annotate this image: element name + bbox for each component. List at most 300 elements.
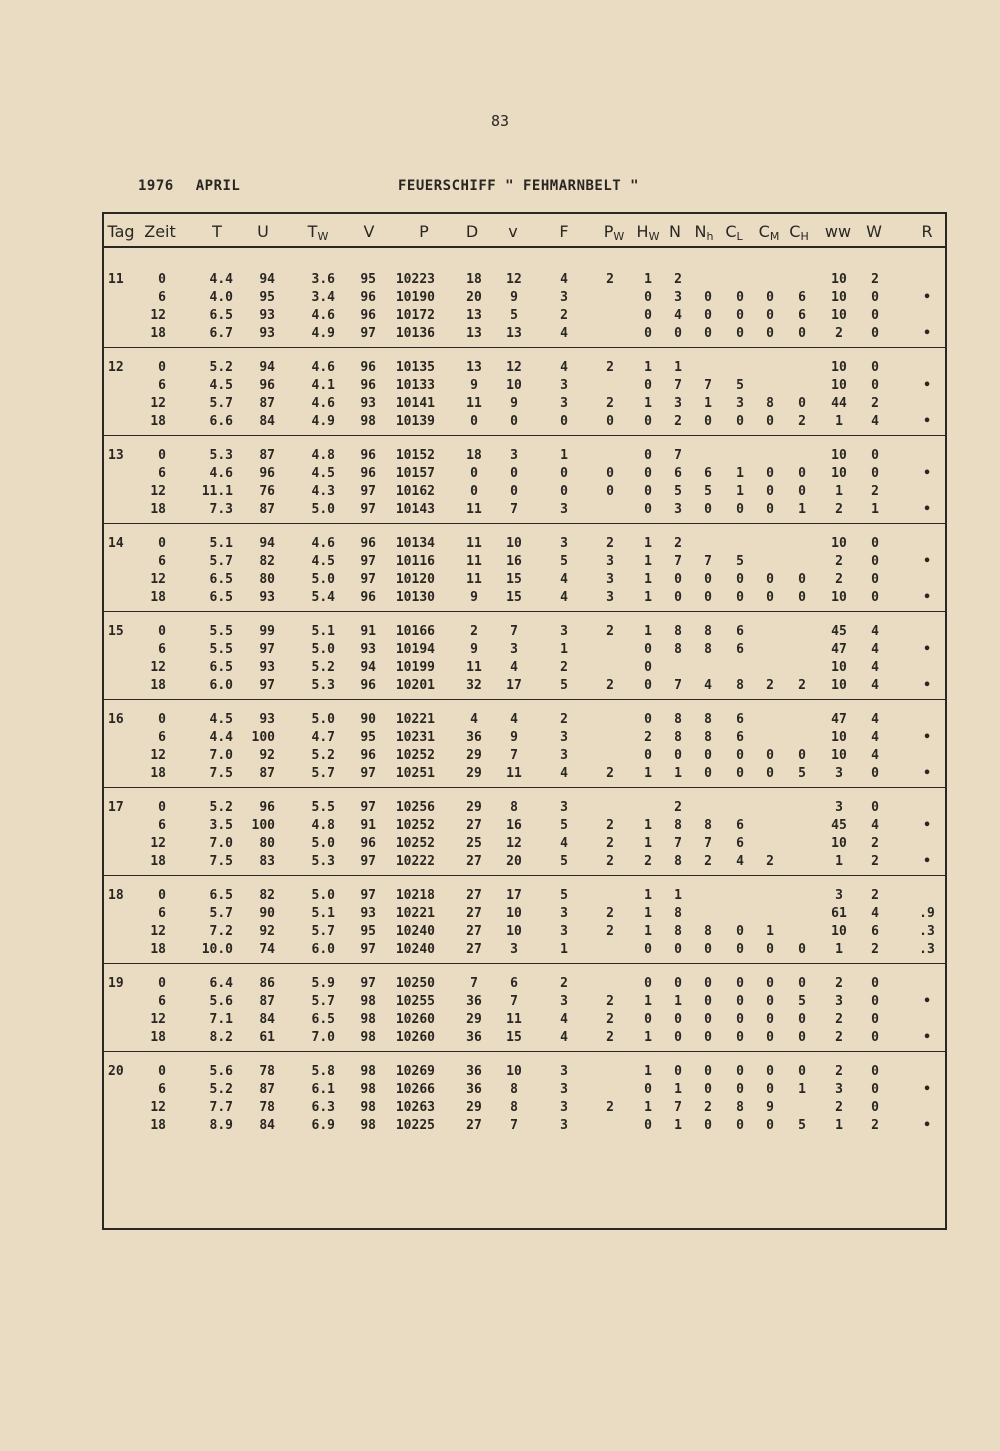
- cell-ch: 5: [798, 994, 806, 1009]
- cell-v: 98: [360, 1100, 376, 1115]
- cell-cl: 0: [736, 414, 744, 429]
- cell-f: 3: [560, 1100, 568, 1115]
- cell-v: 96: [360, 448, 376, 463]
- cell-w: 2: [871, 272, 879, 287]
- cell-f: 0: [560, 484, 568, 499]
- cell-w: 4: [871, 678, 879, 693]
- cell-nh: 8: [704, 924, 712, 939]
- cell-d: 27: [466, 888, 482, 903]
- cell-ww: 2: [835, 1030, 843, 1045]
- cell-u: 61: [259, 1030, 275, 1045]
- cell-t: 6.5: [209, 572, 233, 587]
- cell-zeit: 6: [158, 554, 166, 569]
- cell-w: 0: [871, 800, 879, 815]
- cell-n: 3: [674, 396, 682, 411]
- cell-nh: 0: [704, 590, 712, 605]
- cell-p: 10199: [395, 660, 435, 675]
- cell-hw: 0: [644, 484, 652, 499]
- cell-hw: 0: [644, 448, 652, 463]
- cell-d: 13: [466, 308, 482, 323]
- cell-f: 2: [560, 660, 568, 675]
- cell-hw: 1: [644, 924, 652, 939]
- cell-r: •: [923, 678, 931, 693]
- cell-n: 0: [674, 572, 682, 587]
- cell-hw: 1: [644, 836, 652, 851]
- cell-p: 10143: [395, 502, 435, 517]
- cell-d: 9: [470, 642, 478, 657]
- cell-u: 97: [259, 678, 275, 693]
- cell-f: 3: [560, 396, 568, 411]
- cell-tw: 4.1: [311, 378, 335, 393]
- cell-pw: 3: [606, 590, 614, 605]
- cell-p: 10252: [395, 748, 435, 763]
- cell-cm: 2: [766, 678, 774, 693]
- cell-ww: 1: [835, 1118, 843, 1133]
- cell-nh: 2: [704, 854, 712, 869]
- cell-w: 4: [871, 748, 879, 763]
- cell-nh: 0: [704, 414, 712, 429]
- cell-r: .9: [919, 906, 935, 921]
- cell-n: 5: [674, 484, 682, 499]
- cell-zeit: 0: [158, 1064, 166, 1079]
- cell-tw: 5.1: [311, 906, 335, 921]
- cell-u: 94: [259, 360, 275, 375]
- cell-n: 1: [674, 888, 682, 903]
- cell-wind-speed: 17: [506, 678, 522, 693]
- cell-wind-speed: 0: [510, 484, 518, 499]
- cell-wind-speed: 5: [510, 308, 518, 323]
- day-label: 12: [108, 360, 124, 375]
- cell-w: 1: [871, 502, 879, 517]
- cell-v: 94: [360, 660, 376, 675]
- day-separator: [104, 435, 945, 436]
- cell-ww: 2: [835, 554, 843, 569]
- cell-pw: 0: [606, 466, 614, 481]
- cell-zeit: 0: [158, 712, 166, 727]
- cell-u: 76: [259, 484, 275, 499]
- cell-zeit: 18: [150, 502, 166, 517]
- cell-w: 0: [871, 360, 879, 375]
- cell-tw: 4.6: [311, 308, 335, 323]
- cell-hw: 2: [644, 730, 652, 745]
- cell-w: 4: [871, 712, 879, 727]
- cell-t: 5.7: [209, 396, 233, 411]
- cell-tw: 5.2: [311, 748, 335, 763]
- cell-pw: 3: [606, 554, 614, 569]
- cell-hw: 1: [644, 572, 652, 587]
- cell-d: 27: [466, 906, 482, 921]
- cell-f: 3: [560, 378, 568, 393]
- cell-d: 29: [466, 1100, 482, 1115]
- cell-u: 84: [259, 1012, 275, 1027]
- cell-wind-speed: 10: [506, 378, 522, 393]
- cell-t: 5.2: [209, 800, 233, 815]
- cell-f: 3: [560, 624, 568, 639]
- cell-nh: 8: [704, 642, 712, 657]
- cell-p: 10223: [395, 272, 435, 287]
- cell-d: 29: [466, 1012, 482, 1027]
- cell-ww: 10: [831, 836, 847, 851]
- day-separator: [104, 787, 945, 788]
- cell-w: 4: [871, 414, 879, 429]
- cell-nh: 0: [704, 942, 712, 957]
- cell-hw: 1: [644, 766, 652, 781]
- cell-zeit: 0: [158, 624, 166, 639]
- cell-ww: 10: [831, 924, 847, 939]
- cell-zeit: 18: [150, 1118, 166, 1133]
- cell-v: 97: [360, 976, 376, 991]
- cell-v: 96: [360, 308, 376, 323]
- col-header-v: V: [363, 222, 375, 241]
- cell-tw: 4.8: [311, 448, 335, 463]
- cell-tw: 5.3: [311, 678, 335, 693]
- cell-u: 87: [259, 396, 275, 411]
- cell-v: 96: [360, 536, 376, 551]
- cell-n: 7: [674, 378, 682, 393]
- cell-zeit: 6: [158, 378, 166, 393]
- cell-cl: 6: [736, 818, 744, 833]
- cell-v: 93: [360, 396, 376, 411]
- cell-p: 10130: [395, 590, 435, 605]
- cell-ch: 0: [798, 976, 806, 991]
- cell-p: 10141: [395, 396, 435, 411]
- cell-hw: 0: [644, 976, 652, 991]
- cell-v: 96: [360, 836, 376, 851]
- cell-cm: 0: [766, 766, 774, 781]
- cell-wind-speed: 11: [506, 766, 522, 781]
- cell-t: 5.6: [209, 1064, 233, 1079]
- cell-nh: 8: [704, 624, 712, 639]
- col-header-n: N: [669, 222, 681, 241]
- cell-cm: 0: [766, 414, 774, 429]
- cell-t: 4.5: [209, 712, 233, 727]
- cell-zeit: 12: [150, 308, 166, 323]
- cell-p: 10134: [395, 536, 435, 551]
- cell-tw: 4.6: [311, 360, 335, 375]
- cell-cl: 0: [736, 1030, 744, 1045]
- cell-nh: 8: [704, 818, 712, 833]
- cell-t: 8.2: [209, 1030, 233, 1045]
- cell-wind-speed: 15: [506, 590, 522, 605]
- cell-zeit: 12: [150, 836, 166, 851]
- cell-f: 1: [560, 942, 568, 957]
- cell-ww: 10: [831, 748, 847, 763]
- cell-ch: 6: [798, 308, 806, 323]
- cell-n: 0: [674, 748, 682, 763]
- cell-w: 6: [871, 924, 879, 939]
- cell-ww: 2: [835, 1012, 843, 1027]
- cell-d: 13: [466, 326, 482, 341]
- cell-zeit: 0: [158, 272, 166, 287]
- cell-f: 4: [560, 766, 568, 781]
- cell-n: 4: [674, 308, 682, 323]
- cell-d: 36: [466, 1064, 482, 1079]
- cell-wind-speed: 7: [510, 624, 518, 639]
- cell-v: 96: [360, 678, 376, 693]
- cell-ww: 2: [835, 502, 843, 517]
- cell-ww: 1: [835, 414, 843, 429]
- cell-u: 90: [259, 906, 275, 921]
- header-year: 1976: [138, 178, 174, 194]
- col-header-p: P: [419, 222, 429, 241]
- cell-v: 96: [360, 360, 376, 375]
- cell-d: 0: [470, 484, 478, 499]
- cell-w: 2: [871, 888, 879, 903]
- cell-ww: 1: [835, 484, 843, 499]
- cell-v: 97: [360, 888, 376, 903]
- cell-w: 0: [871, 448, 879, 463]
- cell-p: 10120: [395, 572, 435, 587]
- cell-wind-speed: 16: [506, 818, 522, 833]
- cell-t: 5.6: [209, 994, 233, 1009]
- cell-zeit: 12: [150, 1100, 166, 1115]
- page-number: 83: [490, 112, 510, 130]
- cell-ww: 45: [831, 624, 847, 639]
- day-separator: [104, 699, 945, 700]
- cell-p: 10256: [395, 800, 435, 815]
- cell-tw: 5.0: [311, 502, 335, 517]
- cell-r: •: [923, 554, 931, 569]
- cell-u: 87: [259, 502, 275, 517]
- cell-pw: 2: [606, 624, 614, 639]
- cell-t: 4.6: [209, 466, 233, 481]
- cell-ch: 0: [798, 942, 806, 957]
- cell-tw: 4.7: [311, 730, 335, 745]
- cell-pw: 2: [606, 924, 614, 939]
- cell-d: 27: [466, 1118, 482, 1133]
- cell-n: 0: [674, 976, 682, 991]
- cell-ch: 1: [798, 502, 806, 517]
- cell-v: 97: [360, 502, 376, 517]
- cell-n: 7: [674, 448, 682, 463]
- cell-zeit: 0: [158, 976, 166, 991]
- cell-u: 96: [259, 378, 275, 393]
- cell-nh: 0: [704, 1064, 712, 1079]
- cell-p: 10194: [395, 642, 435, 657]
- cell-cl: 0: [736, 942, 744, 957]
- cell-wind-speed: 17: [506, 888, 522, 903]
- cell-ch: 0: [798, 1012, 806, 1027]
- cell-tw: 5.0: [311, 888, 335, 903]
- cell-w: 4: [871, 660, 879, 675]
- cell-r: •: [923, 466, 931, 481]
- cell-hw: 0: [644, 378, 652, 393]
- cell-r: •: [923, 994, 931, 1009]
- cell-wind-speed: 0: [510, 466, 518, 481]
- cell-cl: 1: [736, 466, 744, 481]
- day-separator: [104, 611, 945, 612]
- cell-p: 10152: [395, 448, 435, 463]
- cell-zeit: 12: [150, 1012, 166, 1027]
- cell-pw: 2: [606, 536, 614, 551]
- cell-d: 13: [466, 360, 482, 375]
- cell-d: 36: [466, 1030, 482, 1045]
- cell-w: 2: [871, 836, 879, 851]
- cell-n: 8: [674, 906, 682, 921]
- cell-r: •: [923, 378, 931, 393]
- cell-tw: 5.5: [311, 800, 335, 815]
- cell-d: 32: [466, 678, 482, 693]
- cell-d: 36: [466, 1082, 482, 1097]
- cell-f: 1: [560, 448, 568, 463]
- cell-f: 4: [560, 572, 568, 587]
- cell-zeit: 6: [158, 290, 166, 305]
- cell-tw: 3.6: [311, 272, 335, 287]
- cell-u: 93: [259, 660, 275, 675]
- cell-u: 87: [259, 1082, 275, 1097]
- cell-cl: 5: [736, 554, 744, 569]
- cell-pw: 2: [606, 1012, 614, 1027]
- cell-pw: 2: [606, 854, 614, 869]
- cell-ww: 10: [831, 590, 847, 605]
- cell-zeit: 18: [150, 414, 166, 429]
- cell-cm: 0: [766, 572, 774, 587]
- cell-pw: 2: [606, 272, 614, 287]
- cell-t: 5.5: [209, 642, 233, 657]
- cell-ch: 1: [798, 1082, 806, 1097]
- cell-u: 99: [259, 624, 275, 639]
- cell-v: 96: [360, 378, 376, 393]
- cell-p: 10166: [395, 624, 435, 639]
- cell-ww: 10: [831, 536, 847, 551]
- cell-r: •: [923, 290, 931, 305]
- cell-cl: 0: [736, 748, 744, 763]
- cell-ch: 0: [798, 1064, 806, 1079]
- cell-f: 3: [560, 730, 568, 745]
- cell-zeit: 6: [158, 818, 166, 833]
- cell-n: 0: [674, 326, 682, 341]
- cell-n: 3: [674, 502, 682, 517]
- cell-f: 2: [560, 976, 568, 991]
- cell-t: 4.4: [209, 272, 233, 287]
- cell-tw: 6.1: [311, 1082, 335, 1097]
- cell-t: 7.0: [209, 836, 233, 851]
- cell-d: 11: [466, 554, 482, 569]
- cell-u: 74: [259, 942, 275, 957]
- day-separator: [104, 875, 945, 876]
- cell-d: 11: [466, 660, 482, 675]
- cell-d: 25: [466, 836, 482, 851]
- cell-p: 10252: [395, 836, 435, 851]
- cell-ww: 10: [831, 378, 847, 393]
- cell-zeit: 0: [158, 536, 166, 551]
- cell-w: 2: [871, 854, 879, 869]
- cell-nh: 1: [704, 396, 712, 411]
- cell-p: 10218: [395, 888, 435, 903]
- cell-nh: 4: [704, 678, 712, 693]
- cell-tw: 4.5: [311, 466, 335, 481]
- cell-t: 4.4: [209, 730, 233, 745]
- cell-t: 7.5: [209, 766, 233, 781]
- cell-wind-speed: 11: [506, 1012, 522, 1027]
- cell-wind-speed: 15: [506, 1030, 522, 1045]
- cell-w: 0: [871, 766, 879, 781]
- cell-p: 10252: [395, 818, 435, 833]
- cell-cm: 0: [766, 290, 774, 305]
- cell-zeit: 12: [150, 924, 166, 939]
- col-header-tw: $T_W$: [307, 222, 329, 243]
- cell-w: 0: [871, 378, 879, 393]
- cell-v: 97: [360, 326, 376, 341]
- col-header-wind-speed: v: [508, 222, 518, 241]
- cell-pw: 2: [606, 1100, 614, 1115]
- cell-wind-speed: 10: [506, 536, 522, 551]
- cell-t: 3.5: [209, 818, 233, 833]
- cell-hw: 0: [644, 326, 652, 341]
- cell-zeit: 18: [150, 590, 166, 605]
- cell-n: 6: [674, 466, 682, 481]
- cell-v: 98: [360, 414, 376, 429]
- cell-d: 29: [466, 766, 482, 781]
- day-label: 20: [108, 1064, 124, 1079]
- cell-u: 80: [259, 836, 275, 851]
- cell-cl: 0: [736, 1064, 744, 1079]
- cell-f: 5: [560, 554, 568, 569]
- col-header-cl: $C_L$: [725, 222, 743, 243]
- cell-w: 2: [871, 396, 879, 411]
- cell-ww: 10: [831, 290, 847, 305]
- cell-zeit: 0: [158, 888, 166, 903]
- cell-zeit: 12: [150, 748, 166, 763]
- cell-w: 0: [871, 554, 879, 569]
- cell-tw: 4.6: [311, 396, 335, 411]
- cell-cl: 0: [736, 976, 744, 991]
- cell-u: 84: [259, 414, 275, 429]
- day-label: 15: [108, 624, 124, 639]
- cell-hw: 0: [644, 1012, 652, 1027]
- cell-cm: 0: [766, 976, 774, 991]
- cell-pw: 2: [606, 1030, 614, 1045]
- col-header-r: R: [921, 222, 933, 241]
- cell-zeit: 12: [150, 660, 166, 675]
- cell-hw: 1: [644, 360, 652, 375]
- cell-nh: 0: [704, 326, 712, 341]
- cell-hw: 1: [644, 536, 652, 551]
- cell-nh: 0: [704, 308, 712, 323]
- cell-ch: 2: [798, 678, 806, 693]
- cell-pw: 2: [606, 766, 614, 781]
- cell-nh: 7: [704, 554, 712, 569]
- cell-zeit: 6: [158, 642, 166, 657]
- cell-w: 0: [871, 1064, 879, 1079]
- cell-hw: 0: [644, 712, 652, 727]
- cell-pw: 0: [606, 414, 614, 429]
- cell-w: 0: [871, 308, 879, 323]
- cell-tw: 5.0: [311, 836, 335, 851]
- cell-ww: 45: [831, 818, 847, 833]
- col-header-t: T: [212, 222, 222, 241]
- cell-p: 10240: [395, 942, 435, 957]
- cell-n: 8: [674, 730, 682, 745]
- cell-cl: 8: [736, 678, 744, 693]
- cell-cm: 0: [766, 942, 774, 957]
- cell-wind-speed: 8: [510, 800, 518, 815]
- cell-u: 95: [259, 290, 275, 305]
- cell-ch: 0: [798, 590, 806, 605]
- cell-wind-speed: 10: [506, 906, 522, 921]
- cell-f: 5: [560, 818, 568, 833]
- cell-p: 10250: [395, 976, 435, 991]
- cell-w: 0: [871, 290, 879, 305]
- cell-cl: 6: [736, 730, 744, 745]
- cell-d: 11: [466, 396, 482, 411]
- cell-w: 2: [871, 484, 879, 499]
- cell-u: 80: [259, 572, 275, 587]
- cell-p: 10162: [395, 484, 435, 499]
- cell-w: 4: [871, 642, 879, 657]
- cell-n: 8: [674, 924, 682, 939]
- cell-wind-speed: 6: [510, 976, 518, 991]
